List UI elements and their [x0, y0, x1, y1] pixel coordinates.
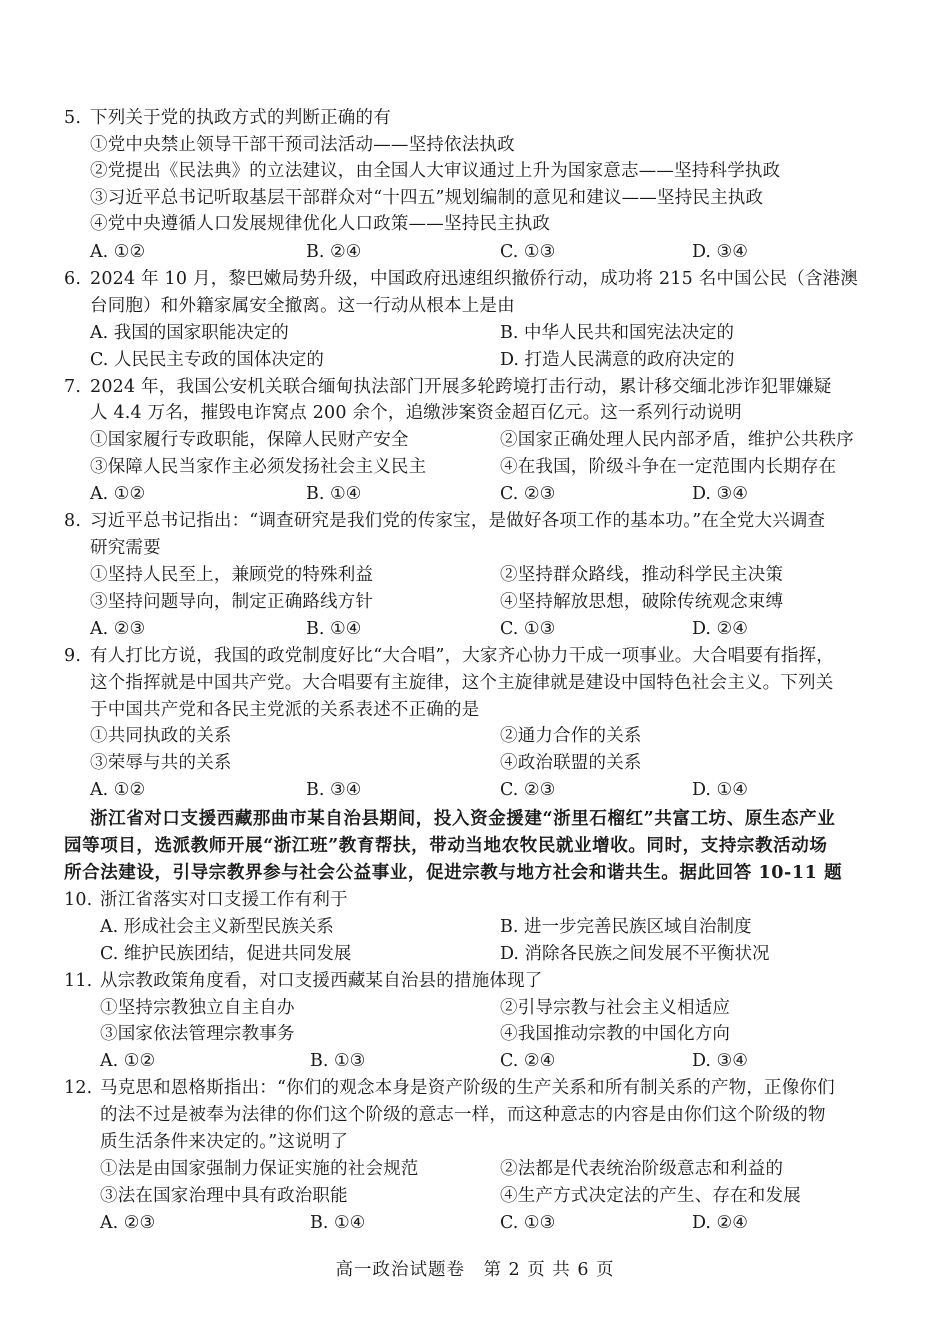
statement: ①国家履行专政职能，保障人民财产安全 [90, 430, 409, 450]
option-a: A. 形成社会主义新型民族关系 [100, 917, 334, 937]
option-d: D. 消除各民族之间发展不平衡状况 [500, 944, 770, 964]
statement: ④在我国，阶级斗争在一定范围内长期存在 [500, 457, 837, 477]
option-b: B. ②④ [306, 242, 362, 262]
option-c: C. 人民民主专政的国体决定的 [90, 350, 324, 370]
statement: ④党中央遵循人口发展规律优化人口政策——坚持民主执政 [90, 214, 551, 234]
statement: ④政治联盟的关系 [500, 753, 642, 773]
statement: ①坚持人民至上，兼顾党的特殊利益 [90, 565, 374, 585]
page-footer: 高一政治试题卷 第 2 页 共 6 页 [335, 1260, 615, 1280]
option-b: B. ①④ [306, 619, 362, 639]
statement: ②通力合作的关系 [500, 726, 642, 746]
question-stem: 2024 年 10 月，黎巴嫩局势升级，中国政府迅速组织撤侨行动，成功将 215 名中国公民（含港澳 [90, 269, 859, 289]
statement: ③法在国家治理中具有政治职能 [100, 1186, 348, 1206]
option-a: A. ①② [90, 242, 146, 262]
option-b: B. 进一步完善民族区域自治制度 [500, 917, 752, 937]
statement: ④我国推动宗教的中国化方向 [500, 1024, 731, 1044]
statement: ①法是由国家强制力保证实施的社会规范 [100, 1159, 419, 1179]
option-d: D. ②④ [692, 619, 748, 639]
option-c: C. ②③ [500, 484, 556, 504]
statement: ③保障人民当家作主必须发扬社会主义民主 [90, 457, 427, 477]
option-c: C. ①③ [500, 619, 556, 639]
option-b: B. ①④ [310, 1213, 366, 1233]
statement: ④坚持解放思想，破除传统观念束缚 [500, 592, 784, 612]
statement: ③习近平总书记听取基层干部群众对“十四五”规划编制的意见和建议——坚持民主执政 [90, 188, 764, 208]
question-number: 11. [64, 971, 93, 991]
option-a: A. 我国的国家职能决定的 [90, 323, 289, 343]
question-number: 6. [64, 269, 82, 289]
statement: ②法都是代表统治阶级意志和利益的 [500, 1159, 784, 1179]
question-stem: 从宗教政策角度看，对口支援西藏某自治县的措施体现了 [100, 971, 543, 991]
option-d: D. ③④ [692, 1051, 748, 1071]
option-a: A. ②③ [100, 1213, 156, 1233]
option-d: D. 打造人民满意的政府决定的 [500, 350, 735, 370]
statement: ③国家依法管理宗教事务 [100, 1024, 295, 1044]
material-paragraph: 浙江省对口支援西藏那曲市某自治县期间，投入资金援建“浙里石榴红”共富工坊、原生态产业 [90, 809, 836, 829]
question-stem-cont: 这个指挥就是中国共产党。大合唱要有主旋律，这个主旋律就是建设中国特色社会主义。下列关 [90, 673, 834, 693]
question-stem-cont: 于中国共产党和各民主党派的关系表述不正确的是 [90, 700, 480, 720]
statement: ②坚持群众路线，推动科学民主决策 [500, 565, 784, 585]
statement: ③坚持问题导向，制定正确路线方针 [90, 592, 374, 612]
material-paragraph: 所合法建设，引导宗教界参与社会公益事业，促进宗教与地方社会和谐共生。据此回答 10-11 题 [64, 863, 843, 883]
option-a: A. ①② [90, 780, 146, 800]
option-c: C. ②③ [500, 780, 556, 800]
option-d: D. ②④ [692, 1213, 748, 1233]
question-number: 5. [64, 108, 82, 128]
question-number: 8. [64, 511, 82, 531]
statement: ②引导宗教与社会主义相适应 [500, 998, 731, 1018]
option-b: B. ①④ [306, 484, 362, 504]
question-stem: 下列关于党的执政方式的判断正确的有 [90, 108, 391, 128]
option-a: A. ②③ [90, 619, 146, 639]
question-number: 12. [64, 1078, 93, 1098]
question-number: 7. [64, 377, 82, 397]
option-c: C. 维护民族团结，促进共同发展 [100, 944, 352, 964]
option-a: A. ①② [100, 1051, 156, 1071]
question-number: 10. [64, 890, 93, 910]
statement: ③荣辱与共的关系 [90, 753, 232, 773]
statement: ①共同执政的关系 [90, 726, 232, 746]
statement: ②党提出《民法典》的立法建议，由全国人大审议通过上升为国家意志——坚持科学执政 [90, 161, 781, 181]
question-stem: 浙江省落实对口支援工作有利于 [100, 890, 348, 910]
option-d: D. ①④ [692, 780, 748, 800]
option-d: D. ③④ [692, 484, 748, 504]
option-b: B. ③④ [306, 780, 362, 800]
material-paragraph: 园等项目，选派教师开展“浙江班”教育帮扶，带动当地农牧民就业增收。同时，支持宗教活动场 [64, 836, 828, 856]
question-stem-cont: 质生活条件来决定的。”这说明了 [100, 1132, 349, 1152]
question-stem: 马克思和恩格斯指出：“你们的观念本身是资产阶级的生产关系和所有制关系的产物，正像你们 [100, 1078, 835, 1098]
question-stem: 有人打比方说，我国的政党制度好比“大合唱”，大家齐心协力干成一项事业。大合唱要有指挥， [90, 646, 834, 666]
option-b: B. 中华人民共和国宪法决定的 [500, 323, 734, 343]
option-a: A. ①② [90, 484, 146, 504]
statement: ④生产方式决定法的产生、存在和发展 [500, 1186, 801, 1206]
option-c: C. ①③ [500, 242, 556, 262]
statement: ①坚持宗教独立自主自办 [100, 998, 295, 1018]
statement: ②国家正确处理人民内部矛盾，维护公共秩序 [500, 430, 854, 450]
option-d: D. ③④ [692, 242, 748, 262]
option-c: C. ②④ [500, 1051, 556, 1071]
question-stem: 习近平总书记指出：“调查研究是我们党的传家宝，是做好各项工作的基本功。”在全党大兴调查 [90, 511, 826, 531]
question-stem-cont: 人 4.4 万名，摧毁电诈窝点 200 余个，追缴涉案资金超百亿元。这一系列行动说明 [90, 403, 742, 423]
question-stem-cont: 台同胞）和外籍家属安全撤离。这一行动从根本上是由 [90, 296, 515, 316]
question-stem-cont: 的法不过是被奉为法律的你们这个阶级的意志一样，而这种意志的内容是由你们这个阶级的物 [100, 1105, 826, 1125]
option-c: C. ①③ [500, 1213, 556, 1233]
question-number: 9. [64, 646, 82, 666]
statement: ①党中央禁止领导干部干预司法活动——坚持依法执政 [90, 135, 515, 155]
option-b: B. ①③ [310, 1051, 366, 1071]
question-stem-cont: 研究需要 [90, 538, 161, 558]
question-stem: 2024 年，我国公安机关联合缅甸执法部门开展多轮跨境打击行动，累计移交缅北涉诈犯罪嫌疑 [90, 377, 832, 397]
